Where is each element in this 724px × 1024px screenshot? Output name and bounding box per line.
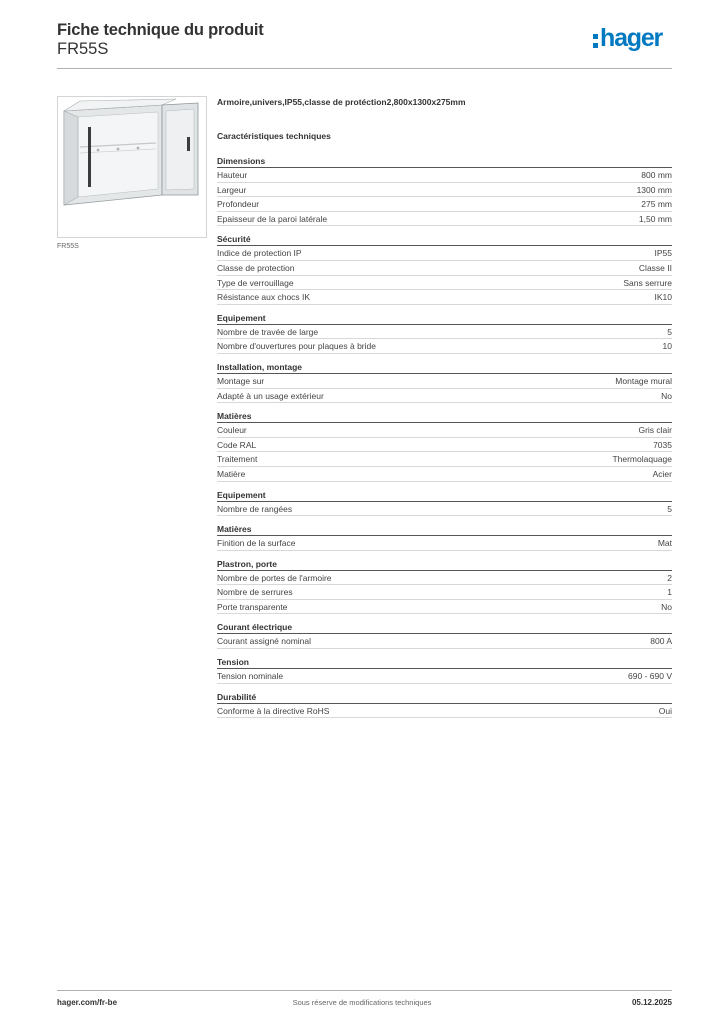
section-title: Durabilité (217, 692, 672, 704)
spec-label: Résistance aux chocs IK (217, 292, 311, 303)
spec-row (217, 502, 672, 517)
spec-label: Indice de protection IP (217, 248, 302, 259)
spec-label: Tension nominale (217, 671, 284, 682)
spec-label: Matière (217, 468, 246, 479)
spec-row (217, 276, 672, 291)
section-title: Matières (217, 411, 672, 423)
section-title: Equipement (217, 490, 672, 502)
spec-value: Sans serrure (623, 277, 672, 288)
spec-row (217, 571, 672, 586)
spec-section (217, 657, 672, 684)
spec-value: Mat (657, 538, 672, 549)
spec-value: Acier (652, 468, 672, 479)
spec-section (217, 411, 672, 481)
spec-row (217, 183, 672, 198)
section-title: Dimensions (217, 156, 672, 168)
spec-section (217, 559, 672, 615)
spec-row (217, 290, 672, 305)
spec-row (217, 452, 672, 467)
spec-label: Porte transparente (217, 601, 288, 612)
spec-section (217, 362, 672, 403)
spec-label: Courant assigné nominal (217, 636, 312, 647)
spec-value: 1,50 mm (638, 213, 672, 224)
spec-value: Thermolaquage (612, 454, 672, 465)
spec-label: Nombre de serrures (217, 587, 293, 598)
spec-value: Oui (658, 705, 672, 716)
spec-label: Finition de la surface (217, 538, 296, 549)
spec-label: Traitement (217, 454, 258, 465)
footer-date: 05.12.2025 (631, 998, 672, 1007)
spec-label: Couleur (217, 425, 247, 436)
spec-row (217, 669, 672, 684)
spec-row (217, 423, 672, 438)
spec-label: Epaisseur de la paroi latérale (217, 213, 328, 224)
spec-row (217, 261, 672, 276)
spec-label: Adapté à un usage extérieur (217, 390, 324, 401)
spec-value: 275 mm (641, 199, 672, 210)
spec-section (217, 692, 672, 719)
hager-logo (593, 26, 683, 58)
section-title: Matières (217, 524, 672, 536)
footer-divider (57, 990, 672, 991)
spec-value: Gris clair (638, 425, 672, 436)
spec-label: Montage sur (217, 375, 265, 386)
spec-row (217, 438, 672, 453)
spec-label: Nombre de travée de large (217, 326, 319, 337)
spec-row (217, 246, 672, 261)
image-caption: FR55S (57, 243, 79, 250)
product-description: Armoire,univers,IP55,classe de protéction2,800x1300x275mm (217, 97, 466, 107)
spec-value: Classe II (638, 262, 672, 273)
page-title: Fiche technique du produit (57, 21, 264, 39)
spec-row (217, 212, 672, 227)
spec-value: 800 mm (641, 170, 672, 180)
spec-value: 5 (667, 326, 672, 337)
spec-section (217, 156, 672, 226)
footer-disclaimer: Sous réserve de modifications techniques (292, 998, 432, 1007)
spec-label: Code RAL (217, 439, 257, 450)
spec-value: 1300 mm (636, 184, 672, 195)
specs-table (217, 156, 672, 726)
spec-section (217, 622, 672, 649)
spec-row (217, 374, 672, 389)
spec-row (217, 585, 672, 600)
spec-row (217, 634, 672, 649)
spec-label: Nombre d'ouvertures pour plaques à bride (217, 341, 376, 352)
spec-value: 7035 (653, 439, 672, 450)
section-title: Courant électrique (217, 622, 672, 634)
spec-row (217, 197, 672, 212)
product-image (57, 96, 207, 238)
spec-value: 5 (667, 503, 672, 514)
spec-row (217, 536, 672, 551)
section-title: Installation, montage (217, 362, 672, 374)
spec-row (217, 467, 672, 482)
product-code: FR55S (57, 40, 109, 58)
spec-value: No (661, 601, 672, 612)
spec-value: IK10 (654, 292, 672, 303)
section-title: Sécurité (217, 234, 672, 246)
spec-row (217, 325, 672, 340)
spec-row (217, 389, 672, 404)
spec-value: No (661, 390, 672, 401)
spec-section (217, 490, 672, 517)
spec-value: 800 A (650, 636, 672, 647)
logo-dots-icon (593, 34, 599, 50)
spec-value: 690 - 690 V (628, 671, 672, 682)
spec-value: 2 (667, 572, 672, 583)
section-title: Tension (217, 657, 672, 669)
spec-label: Largeur (217, 184, 247, 195)
spec-value: 1 (667, 587, 672, 598)
header-divider (57, 68, 672, 69)
footer-website: hager.com/fr-be (57, 998, 118, 1007)
section-title: Equipement (217, 313, 672, 325)
spec-label: Nombre de rangées (217, 503, 293, 514)
spec-row (217, 600, 672, 615)
specs-heading: Caractéristiques techniques (217, 131, 331, 141)
spec-label: Nombre de portes de l'armoire (217, 572, 332, 583)
spec-value: Montage mural (615, 375, 672, 386)
spec-label: Hauteur (217, 170, 248, 180)
spec-row (217, 704, 672, 719)
spec-section (217, 234, 672, 304)
spec-label: Classe de protection (217, 262, 295, 273)
section-title: Plastron, porte (217, 559, 672, 571)
logo-wordmark: hager (600, 24, 663, 52)
spec-label: Type de verrouillage (217, 277, 294, 288)
spec-label: Conforme à la directive RoHS (217, 705, 330, 716)
spec-row (217, 339, 672, 354)
spec-value: 10 (662, 341, 672, 352)
spec-value: IP55 (654, 248, 672, 259)
spec-label: Profondeur (217, 199, 260, 210)
spec-section (217, 313, 672, 354)
spec-section (217, 524, 672, 551)
spec-row (217, 168, 672, 183)
